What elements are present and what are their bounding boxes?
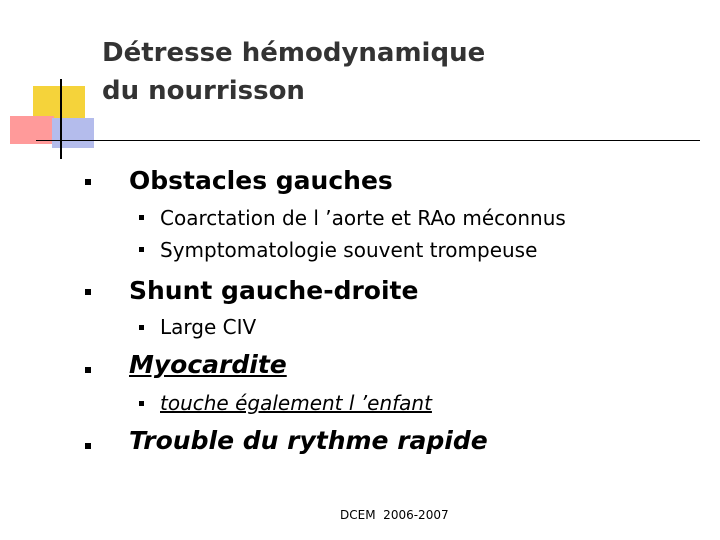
bullet-square-icon [85,443,91,449]
list-item-obstacles-gauches: Obstacles gauches [129,166,393,195]
list-item-shunt-gauche-droite: Shunt gauche-droite [129,276,419,305]
sub-item-coarctation: Coarctation de l ’aorte et RAo méconnus [160,206,566,230]
sub-item-touche-egalement: touche également l ’enfant [160,391,432,415]
list-item-trouble-rythme: Trouble du rythme rapide [129,426,488,455]
slide-title [102,34,485,110]
sub-bullet-square-icon [139,325,144,330]
slide-title-line-1: Détresse hémodynamique [102,38,486,68]
decor-blue-square [52,118,94,148]
sub-item-large-civ: Large CIV [160,315,257,339]
sub-bullet-square-icon [139,215,144,220]
sub-item-symptomatologie: Symptomatologie souvent trompeuse [160,238,538,262]
bullet-square-icon [85,367,91,373]
sub-bullet-square-icon [139,247,144,252]
slide-footer: DCEM 2006-2007 [340,508,449,522]
list-item-myocardite: Myocardite [129,350,287,379]
slide-title-line-2: du nourrisson [102,76,305,106]
title-underline-rule [36,140,700,141]
bullet-square-icon [85,289,91,295]
bullet-square-icon [85,179,91,185]
sub-bullet-square-icon [139,401,144,406]
decor-vertical-line [60,79,62,159]
